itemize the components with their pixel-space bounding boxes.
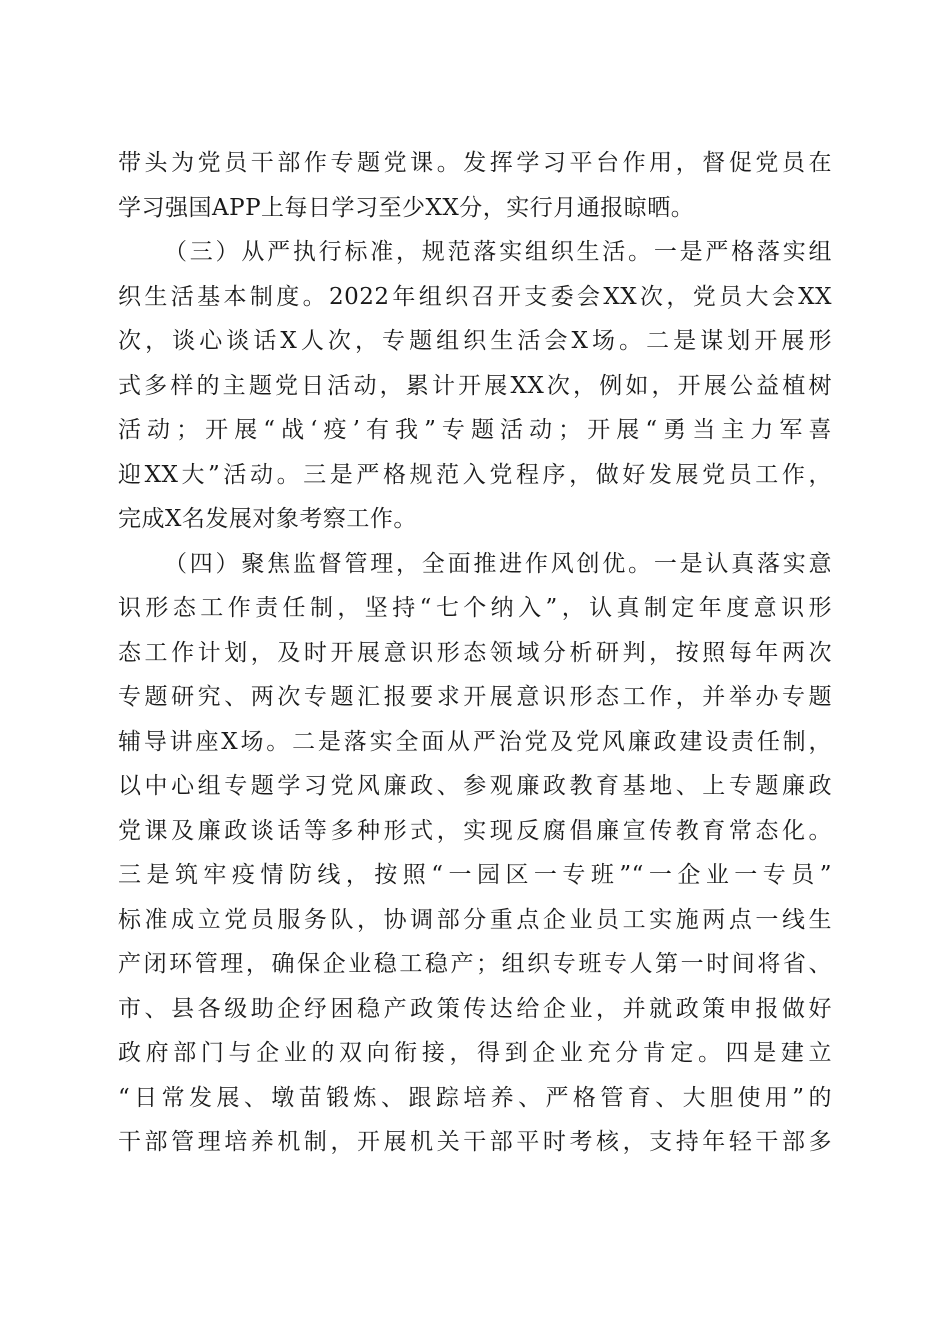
text-line: 完成X名发展对象考察工作。 [118, 506, 417, 532]
text-line: 以中心组专题学习党风廉政、参观廉政教育基地、上专题廉政 [118, 773, 832, 799]
text-line: 专题研究、两次专题汇报要求开展意识形态工作，并举办专题 [118, 684, 832, 710]
text-line: 产闭环管理，确保企业稳工稳产；组织专班专人第一时间将省、 [118, 951, 832, 977]
text-line: 党课及廉政谈话等多种形式，实现反腐倡廉宣传教育常态化。 [118, 817, 832, 844]
section-heading-line: （三）从严执行标准，规范落实组织生活。一是严格落实组 [164, 239, 832, 265]
text-line: 学习强国APP上每日学习至少XX分，实行月通报晾晒。 [118, 194, 695, 221]
document-body [118, 141, 832, 1165]
text-line: 政府部门与企业的双向衔接，得到企业充分肯定。四是建立 [118, 1040, 832, 1066]
text-line: 活动；开展“战‘疫’有我”专题活动；开展“勇当主力军喜 [118, 417, 832, 443]
text-line: 标准成立党员服务队，协调部分重点企业员工实施两点一线生 [118, 906, 832, 933]
text-line: 式多样的主题党日活动，累计开展XX次，例如，开展公益植树 [118, 372, 832, 399]
text-line: 态工作计划，及时开展意识形态领域分析研判，按照每年两次 [118, 639, 832, 666]
text-line: 干部管理培养机制，开展机关干部平时考核，支持年轻干部多 [118, 1129, 832, 1155]
text-line: 迎XX大”活动。三是严格规范入党程序，做好发展党员工作， [118, 461, 832, 488]
text-line: 次，谈心谈话X人次，专题组织生活会X场。二是谋划开展形 [118, 328, 832, 354]
text-line: “日常发展、墩苗锻炼、跟踪培养、严格管育、大胆使用”的 [118, 1084, 832, 1111]
text-line: 三是筑牢疫情防线，按照“一园区一专班”“一企业一专员” [118, 862, 832, 888]
text-line: 辅导讲座X场。二是落实全面从严治党及党风廉政建设责任制， [118, 728, 832, 755]
text-line: 市、县各级助企纾困稳产政策传达给企业，并就政策申报做好 [118, 995, 832, 1022]
section-heading-line: （四）聚焦监督管理，全面推进作风创优。一是认真落实意 [164, 550, 832, 577]
text-line: 带头为党员干部作专题党课。发挥学习平台作用，督促党员在 [118, 150, 832, 176]
text-line: 织生活基本制度。2022年组织召开支委会XX次，党员大会XX [118, 283, 832, 310]
text-line: 识形态工作责任制，坚持“七个纳入”，认真制定年度意识形 [118, 595, 832, 621]
